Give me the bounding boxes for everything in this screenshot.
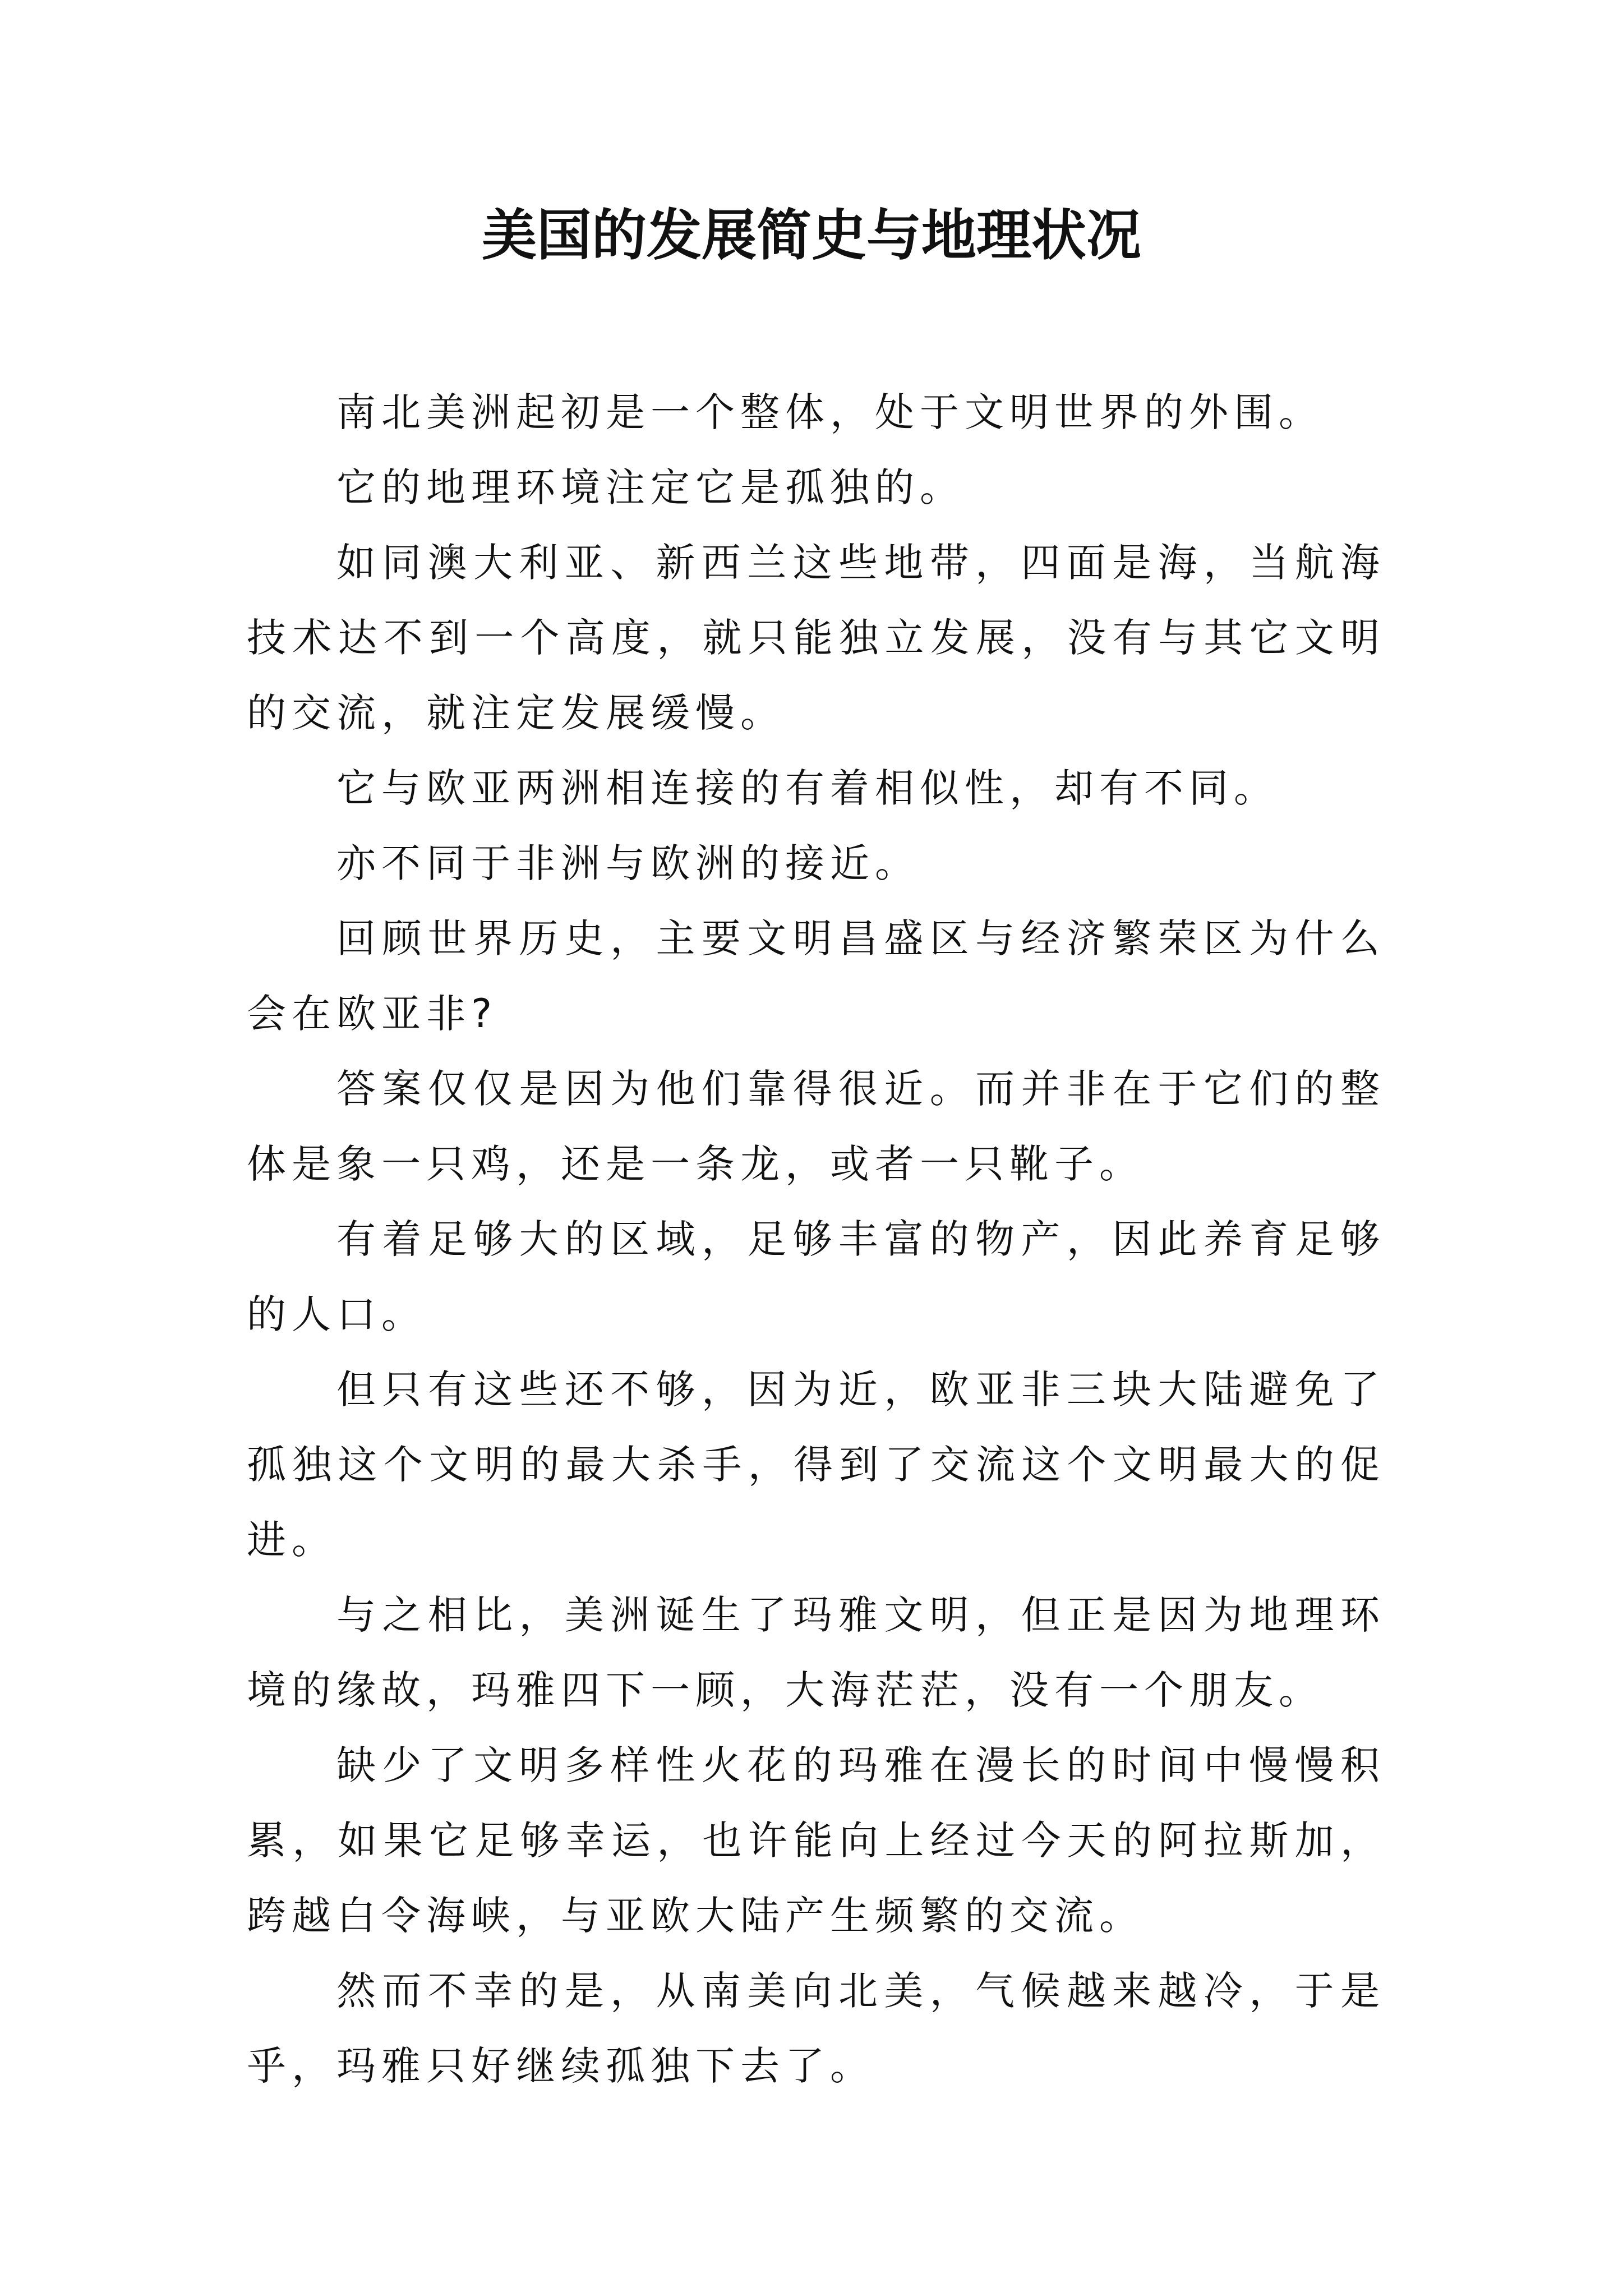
paragraph: 但只有这些还不够，因为近，欧亚非三块大陆避免了孤独这个文明的最大杀手，得到了交流这个文明最大的促进。: [247, 1366, 1385, 1563]
paragraph: 缺少了文明多样性火花的玛雅在漫长的时间中慢慢积累，如果它足够幸运，也许能向上经过今天的阿拉斯加，跨越白令海峡，与亚欧大陆产生频繁的交流。: [247, 1742, 1385, 1939]
paragraph: 亦不同于非洲与欧洲的接近。: [336, 840, 920, 886]
paragraph: 答案仅仅是因为他们靠得很近。而并非在于它们的整体是象一只鸡，还是一条龙，或者一只靴子。: [247, 1066, 1385, 1187]
paragraph: 南北美洲起初是一个整体，处于文明世界的外围。: [336, 389, 1324, 435]
paragraph: 然而不幸的是，从南美向北美，气候越来越冷，于是乎，玛雅只好继续孤独下去了。: [247, 1968, 1385, 2089]
paragraph: 回顾世界历史，主要文明昌盛区与经济繁荣区为什么会在欧亚非?: [247, 915, 1385, 1037]
paragraph: 如同澳大利亚、新西兰这些地带，四面是海，当航海技术达不到一个高度，就只能独立发展，没有与其它文明的交流，就注定发展缓慢。: [247, 540, 1385, 736]
document-title: 美国的发展简史与地理状况: [481, 203, 1141, 268]
paragraph: 有着足够大的区域，足够丰富的物产，因此养育足够的人口。: [247, 1216, 1385, 1337]
document-body: [247, 375, 1385, 2104]
paragraph: 它的地理环境注定它是孤独的。: [336, 464, 965, 510]
paragraph: 与之相比，美洲诞生了玛雅文明，但正是因为地理环境的缘故，玛雅四下一顾，大海茫茫，没有一个朋友。: [247, 1592, 1385, 1713]
paragraph: 它与欧亚两洲相连接的有着相似性，却有不同。: [336, 765, 1279, 811]
